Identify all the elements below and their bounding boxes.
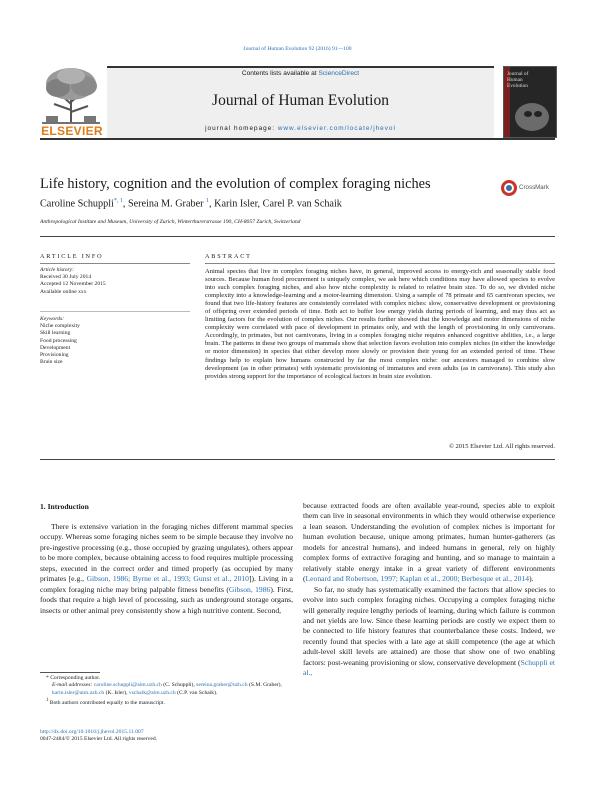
author-affiliation: Anthropological Institute and Museum, University of Zurich, Winterthurerstrasse 190, CH-8057 Zurich, Switzerland <box>40 219 301 225</box>
author-name: Caroline Schuppli <box>40 198 114 210</box>
paragraph: There is extensive variation in the foraging niches different mammal species occupy. Whereas some foraging niches seem to be simple because they involve no pre-ingestive processing (e.g., those occupied by grazing ungulates), others appear to be more complex, because obtaining access to food requires multiple processing steps, executed in the correct order and timed properly (as occupied by many primates [e.g., Gibson, 1986; Byrne et al., 1993; Gunst et al., 2010]). Living in a complex foraging niche may bring palpable fitness benefits (Gibson, 1986). First, foods that require a high level of processing, such as underground storage organs, insects or other animal prey consistently show a high nutritive content. Second, <box>40 522 293 615</box>
abstract-heading: ABSTRACT <box>205 253 252 260</box>
title-rule <box>40 236 555 237</box>
body-column-right <box>303 501 555 679</box>
equal-contribution-note: $^1$ Both authors contributed equally to the manuscript. <box>46 698 165 707</box>
keyword: Skill learning <box>40 330 71 337</box>
article-info-rule <box>40 263 190 264</box>
citation-link[interactable]: Gibson, 1986 <box>228 584 271 594</box>
abstract-bottom-rule <box>40 459 555 460</box>
body-column-left <box>40 522 293 616</box>
email-link[interactable]: caroline.schuppli@aim.uzh.ch <box>93 682 162 689</box>
section-heading-introduction: 1. Introduction <box>40 502 89 511</box>
journal-title: Journal of Human Evolution <box>212 92 389 109</box>
crossmark-label: CrossMark <box>519 184 549 191</box>
email-addresses: E-mail addresses: caroline.schuppli@aim.uzh.ch (C. Schuppli), sereina.graber@uzh.ch (S.M. Graber), karin.isler@aim.uzh.ch (K. Isler), vschaik@aim.uzh.ch (C.P. van Schaik). <box>52 682 282 696</box>
paragraph: because extracted foods are often available year-round, species able to exploit them can live in seasonal environments in which they would otherwise experience a lean season. Understanding the evolution of complex niches is important for human evolution because, unique among primates, human hunter-gatherers (as models for ancestral humans), and indeed humans in general, rely on highly complex forms of extractive foraging and hunting, and so manage to maintain a relatively stable energy intake in a great variety of different environments (Leonard and Robertson, 1997; Kaplan et al., 2000; Berbesque et al., 2014). <box>303 501 555 584</box>
online-date: Available online xxx <box>40 288 87 295</box>
sciencedirect-link[interactable]: ScienceDirect <box>318 70 360 77</box>
keyword: Brain size <box>40 359 63 366</box>
history-label: Article history: <box>40 267 75 273</box>
footnotes <box>40 675 293 707</box>
footnote-rule <box>40 672 100 673</box>
abstract-rule <box>205 263 555 264</box>
cover-title: Journal of Human Evolution <box>507 71 529 89</box>
issn-line: 0047-2484/© 2015 Elsevier Ltd. All rights reserved. <box>40 736 158 743</box>
corresponding-author-note: * Corresponding author. <box>46 675 101 681</box>
received-date: Received 30 July 2014 <box>40 274 92 281</box>
journal-homepage-link[interactable]: www.elsevier.com/locate/jhevol <box>277 125 396 132</box>
keywords-label: Keywords: <box>40 316 65 322</box>
abstract-text: Animal species that live in complex foraging niches have, in general, improved access to energy-rich and seasonally stable food sources. Because human food procurement is uniquely complex, we ask here which conditions may have allowed species to evolve into such complex foraging niches, and also how niche complexity is related to relative brain size. To do so, we divided niche complexity into a knowledge-learning and a motor-learning dimension. Using a sample of 78 primate and 65 carnivoran species, we found that two life-history features are consistently correlated with complex niches: slow, conservative development or provisioning of offspring over extended periods of time. Both act to buffer low energy yields during periods of learning, and may thus act as limiting factors for the evolution of complex niches. Our results further showed that the knowledge and motor dimensions of niche complexity were correlated with pace of development in primates only, and with the length of provisioning in only carnivorans. Accordingly, in primates, but not carnivorans, living in a complex foraging niche requires enhanced cognitive abilities, i.e., a large brain. The patterns in these two groups of mammals show that selection favors evolution into complex niches (in either the knowledge or motor dimension) in species that either develop more slowly or provision their young for an extended period of time. These findings help to explain how humans constructed by far the most complex niche: our ancestors managed to combine slow development (as in other primates) with systematic provisioning of immatures and even adults (as in carnivorans). This study also provides strong support for the importance of ecological factors in brain size evolution. <box>205 268 555 380</box>
keyword: Food processing <box>40 337 77 344</box>
author-list: Caroline Schuppli$^{*, 1}$, Sereina M. Graber $^1$, Karin Isler, Carel P. van Schaik <box>40 198 342 210</box>
accepted-date: Accepted 12 November 2015 <box>40 281 106 288</box>
email-link[interactable]: sereina.graber@uzh.ch <box>196 682 248 689</box>
doi-link[interactable]: http://dx.doi.org/10.1016/j.jhevol.2015.11.007 <box>40 729 144 735</box>
email-link[interactable]: vschaik@aim.uzh.ch <box>128 689 176 696</box>
author-name: Sereina M. Graber <box>127 198 204 210</box>
paragraph: So far, no study has systematically examined the factors that allow species to evolve into such complex foraging niches. Occupying a complex foraging niche will generally require lengthy periods of learning, during which failure is common and net yields are low. Since these learning periods are costly we expect them to be connected to life history features that counterbalance these costs. Indeed, we recently found that species with a late age at skill competence (the age at which adult-level skill levels are attained) are those that show one of two enabling factors: post-weaning provisioning or slow, conservative development (Schuppli et al., <box>303 584 555 678</box>
elsevier-wordmark: ELSEVIER <box>41 124 103 138</box>
article-history <box>40 267 190 296</box>
article-info-heading: ARTICLE INFO <box>40 253 104 260</box>
author-footnote-mark[interactable]: 1 <box>206 198 210 204</box>
header-rule <box>40 138 555 140</box>
keyword: Development <box>40 344 71 351</box>
author-footnote-mark[interactable]: *, 1 <box>113 198 123 204</box>
keyword: Provisioning <box>40 352 69 359</box>
keywords-list <box>40 316 190 366</box>
history-rule <box>40 311 190 312</box>
journal-reference[interactable]: Journal of Human Evolution 92 (2016) 91—100 <box>243 46 352 52</box>
journal-homepage-line: journal homepage: www.elsevier.com/locate/jhevol <box>205 125 396 132</box>
article-title: Life history, cognition and the evolution of complex foraging niches <box>40 176 431 192</box>
author-name: Karin Isler, Carel P. van Schaik <box>214 198 342 210</box>
keyword: Niche complexity <box>40 323 80 330</box>
email-link[interactable]: karin.isler@aim.uzh.ch <box>52 689 105 696</box>
abstract-copyright: © 2015 Elsevier Ltd. All rights reserved. <box>448 443 555 450</box>
contents-available-line: Contents lists available at ScienceDirect <box>241 70 360 77</box>
citation-link[interactable]: Leonard and Robertson, 1997; Kaplan et al., 2000; Berbesque et al., 2014 <box>305 574 530 584</box>
citation-link[interactable]: Gibson, 1986; Byrne et al., 1993; Gunst et al., 2010 <box>86 574 249 584</box>
crossmark-badge[interactable] <box>500 178 548 198</box>
doi-block <box>40 729 293 743</box>
citation-link[interactable]: Schuppli et al., <box>303 657 555 678</box>
